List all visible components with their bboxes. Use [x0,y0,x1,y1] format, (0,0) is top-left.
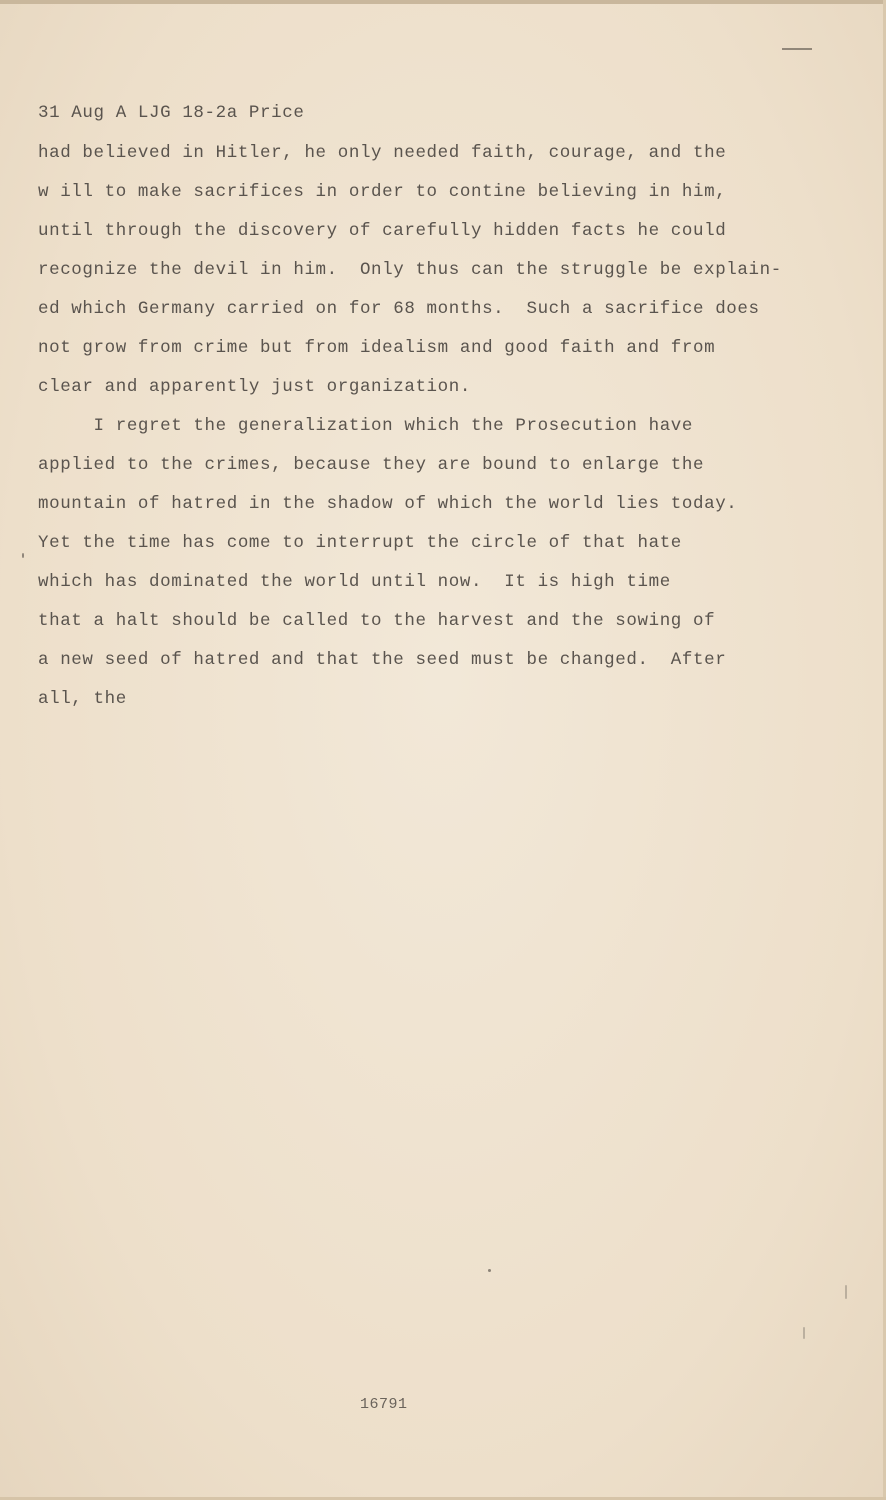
text-line: recognize the devil in him. Only thus can the struggle be explain- [38,260,782,280]
text-line: clear and apparently just organization. [38,377,471,397]
text-line: that a halt should be called to the harvest and the sowing of [38,611,716,631]
text-line: Yet the time has come to interrupt the circle of that hate [38,533,682,553]
paper-speck [803,1327,805,1339]
document-header: 31 Aug A LJG 18-2a Price [38,103,305,123]
page-number: 16791 [360,1396,408,1413]
pencil-mark [782,48,812,50]
text-line: I regret the generalization which the Prosecution have [38,416,694,436]
text-line: had believed in Hitler, he only needed faith, courage, and the [38,143,727,163]
text-line: ed which Germany carried on for 68 months. Such a sacrifice does [38,299,760,319]
typed-text-block [38,98,828,719]
paper-speck [845,1285,847,1299]
text-line: mountain of hatred in the shadow of which the world lies today. [38,494,738,514]
text-line: a new seed of hatred and that the seed must be changed. After [38,650,727,670]
text-line: all, the [38,689,127,709]
text-line: not grow from crime but from idealism and good faith and from [38,338,716,358]
text-line: w ill to make sacrifices in order to contine believing in him, [38,182,727,202]
text-line: applied to the crimes, because they are bound to enlarge the [38,455,705,475]
text-line: until through the discovery of carefully hidden facts he could [38,221,727,241]
paper-speck [488,1269,491,1272]
text-line: which has dominated the world until now. It is high time [38,572,671,592]
paper-top-edge [0,0,886,4]
paper-speck [22,553,24,558]
